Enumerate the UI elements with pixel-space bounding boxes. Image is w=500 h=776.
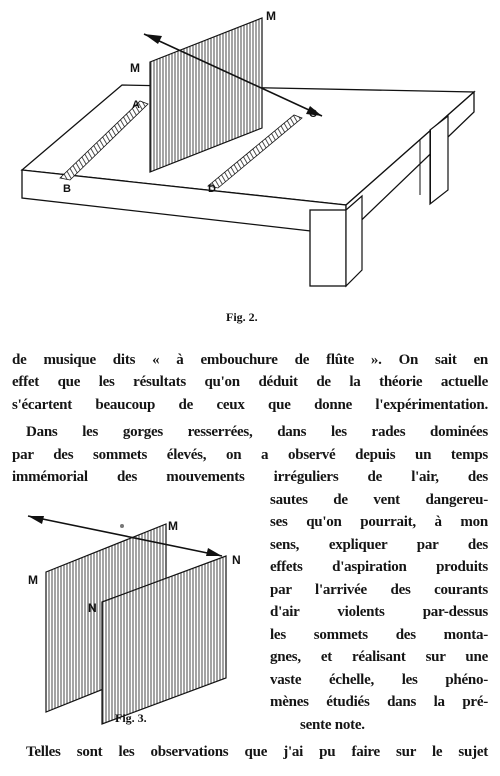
fig2-label-m-top: M <box>266 9 276 23</box>
figure-3-caption: Fig. 3. <box>115 711 147 725</box>
text-line: immémorial des mouvements irréguliers de l'air, des <box>12 469 488 485</box>
text-line: les sommets des monta- <box>270 627 488 643</box>
text-line: sautes de vent dangereu- <box>270 492 488 508</box>
text-line: effet que les résultats qu'on déduit de la théorie actuelle <box>12 374 488 390</box>
fig2-label-d: D <box>208 183 216 195</box>
text-line: sente note. <box>300 717 365 733</box>
text-line: vaste échelle, les phéno- <box>270 672 488 688</box>
text-line: d'air violents par-dessus <box>270 604 488 620</box>
text-line: par des sommets élevés, on a observé depuis un temps <box>12 447 488 463</box>
text-line: mènes étudiés dans la pré- <box>270 694 488 710</box>
fig3-label-m-left: M <box>28 573 38 587</box>
fig2-label-m-left: M <box>130 61 140 75</box>
text-line: de musique dits « à embouchure de flûte ». On sait en <box>12 352 488 368</box>
text-line: ses qu'on pourrait, à mon <box>270 514 488 530</box>
fig2-label-b: B <box>63 183 71 195</box>
text-line: gnes, et réalisant sur une <box>270 649 488 665</box>
text-line: sens, expliquer par des <box>270 537 488 553</box>
fig2-label-c: C <box>309 108 317 120</box>
text-line: Dans les gorges resserrées, dans les rades dominées <box>26 424 488 440</box>
text-line: effets d'aspiration produits <box>270 559 488 575</box>
figure-2-illustration <box>0 0 500 300</box>
text-line: Telles sont les observations que j'ai pu faire sur le sujet <box>26 744 488 760</box>
fig2-label-a: A <box>132 99 140 111</box>
fig3-label-m-top: M <box>168 519 178 533</box>
fig3-label-n-inner: N <box>88 601 97 615</box>
text-line: par l'arrivée des courants <box>270 582 488 598</box>
figure-3-illustration <box>0 500 262 730</box>
text-line: s'écartent beaucoup de ceux que donne l'expérimentation. <box>12 397 488 413</box>
fig3-label-n-right: N <box>232 553 241 567</box>
figure-2-caption: Fig. 2. <box>226 310 258 324</box>
